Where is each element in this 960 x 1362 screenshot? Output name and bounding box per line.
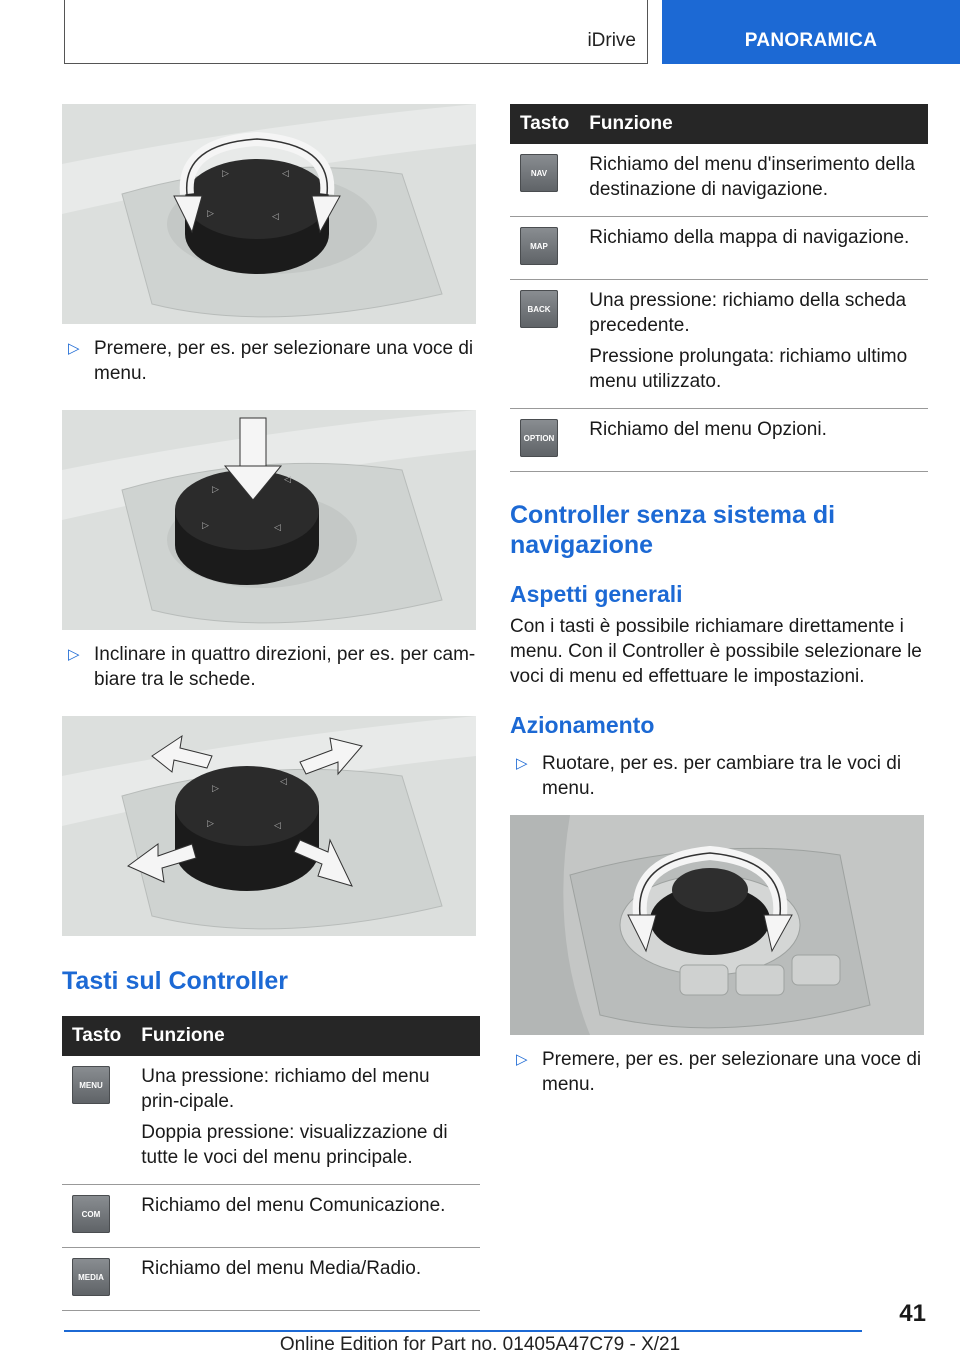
row-description: Una pressione: richiamo della scheda precedente. — [589, 290, 907, 336]
bullet-text: Premere, per es. per selezionare una voce di menu. — [542, 1049, 922, 1095]
svg-text:▷: ▷ — [207, 818, 214, 828]
controller-no-nav-illustration — [510, 815, 924, 1035]
svg-text:◁: ◁ — [280, 776, 287, 786]
table-row — [62, 1185, 480, 1248]
back-key-icon: BACK — [520, 290, 558, 328]
footer-divider — [64, 1330, 862, 1332]
table-row — [62, 1248, 480, 1311]
svg-text:◁: ◁ — [272, 211, 279, 221]
controller-rotate-illustration — [62, 104, 476, 324]
row-description: Richiamo del menu Comunicazione. — [141, 1195, 446, 1216]
table-row — [510, 217, 928, 280]
map-key-icon: MAP — [520, 227, 558, 265]
svg-text:▷: ▷ — [207, 208, 214, 218]
media-key-icon: MEDIA — [72, 1258, 110, 1296]
nav-key-icon: NAV — [520, 154, 558, 192]
bullet-triangle-icon: ▷ — [68, 646, 80, 663]
row-description: Richiamo del menu d'inserimento della destinazione di navigazione. — [589, 154, 916, 200]
keys-table-right — [510, 104, 928, 472]
right-column — [510, 104, 926, 1121]
row-description: Doppia pressione: visualizzazione di tutte le voci del menu principale. — [141, 1122, 448, 1168]
subheading-operation: Azionamento — [510, 712, 655, 738]
keys-table-left — [62, 1016, 480, 1311]
table-row — [510, 144, 928, 217]
menu-key-icon: MENU — [72, 1066, 110, 1104]
general-paragraph: Con i tasti è possibile richiamare direttamente i menu. Con il Controller è possibile selezionare le voci di menu ed effettuare le impostazioni. — [510, 616, 922, 687]
svg-text:▷: ▷ — [212, 484, 219, 494]
svg-text:▷: ▷ — [222, 168, 229, 178]
table-row — [510, 280, 928, 409]
row-description: Una pressione: richiamo del menu prin-cipale. — [141, 1066, 430, 1112]
section-heading-controller-no-nav: Controller senza sistema di navigazione — [510, 501, 836, 559]
svg-text:▷: ▷ — [212, 783, 219, 793]
column-header-key: Tasto — [62, 1016, 131, 1056]
bullet-triangle-icon: ▷ — [516, 1051, 528, 1068]
bullet-text: Ruotare, per es. per cambiare tra le voci di menu. — [542, 753, 902, 799]
bullet-text: Premere, per es. per selezionare una voce di menu. — [94, 338, 474, 384]
row-description: Richiamo del menu Media/Radio. — [141, 1258, 422, 1279]
table-row — [510, 409, 928, 472]
bullet-triangle-icon: ▷ — [516, 755, 528, 772]
svg-text:◁: ◁ — [274, 522, 281, 532]
bullet-press — [62, 336, 478, 386]
column-header-key: Tasto — [510, 104, 579, 144]
row-description: Richiamo della mappa di navigazione. — [589, 227, 910, 248]
svg-text:◁: ◁ — [282, 168, 289, 178]
column-header-function: Funzione — [131, 1016, 480, 1056]
subheading-general: Aspetti generali — [510, 581, 683, 607]
controller-tilt-illustration — [62, 716, 476, 936]
column-header-function: Funzione — [579, 104, 928, 144]
bullet-text: Inclinare in quattro direzioni, per es. per cam-biare tra le schede. — [94, 644, 476, 690]
option-key-icon: OPTION — [520, 419, 558, 457]
footer-edition-text: Online Edition for Part no. 01405A47C79 - X/21 — [279, 1334, 681, 1355]
header-section-title: iDrive — [587, 30, 636, 51]
page-number: 41 — [899, 1300, 926, 1327]
bullet-press-no-nav — [510, 1047, 926, 1097]
svg-text:◁: ◁ — [284, 474, 291, 484]
bullet-triangle-icon: ▷ — [68, 340, 80, 357]
header-frame — [64, 0, 648, 64]
bullet-rotate — [510, 751, 926, 801]
section-heading-controller-keys: Tasti sul Controller — [62, 967, 288, 995]
left-column — [62, 104, 478, 1311]
row-description: Richiamo del menu Opzioni. — [589, 419, 827, 440]
row-description: Pressione prolungata: richiamo ultimo menu utilizzato. — [589, 346, 908, 392]
table-row — [62, 1056, 480, 1185]
com-key-icon: COM — [72, 1195, 110, 1233]
controller-press-illustration — [62, 410, 476, 630]
svg-text:◁: ◁ — [274, 820, 281, 830]
svg-text:▷: ▷ — [202, 520, 209, 530]
bullet-tilt — [62, 642, 478, 692]
header-chapter-tab: PANORAMICA — [662, 0, 960, 64]
